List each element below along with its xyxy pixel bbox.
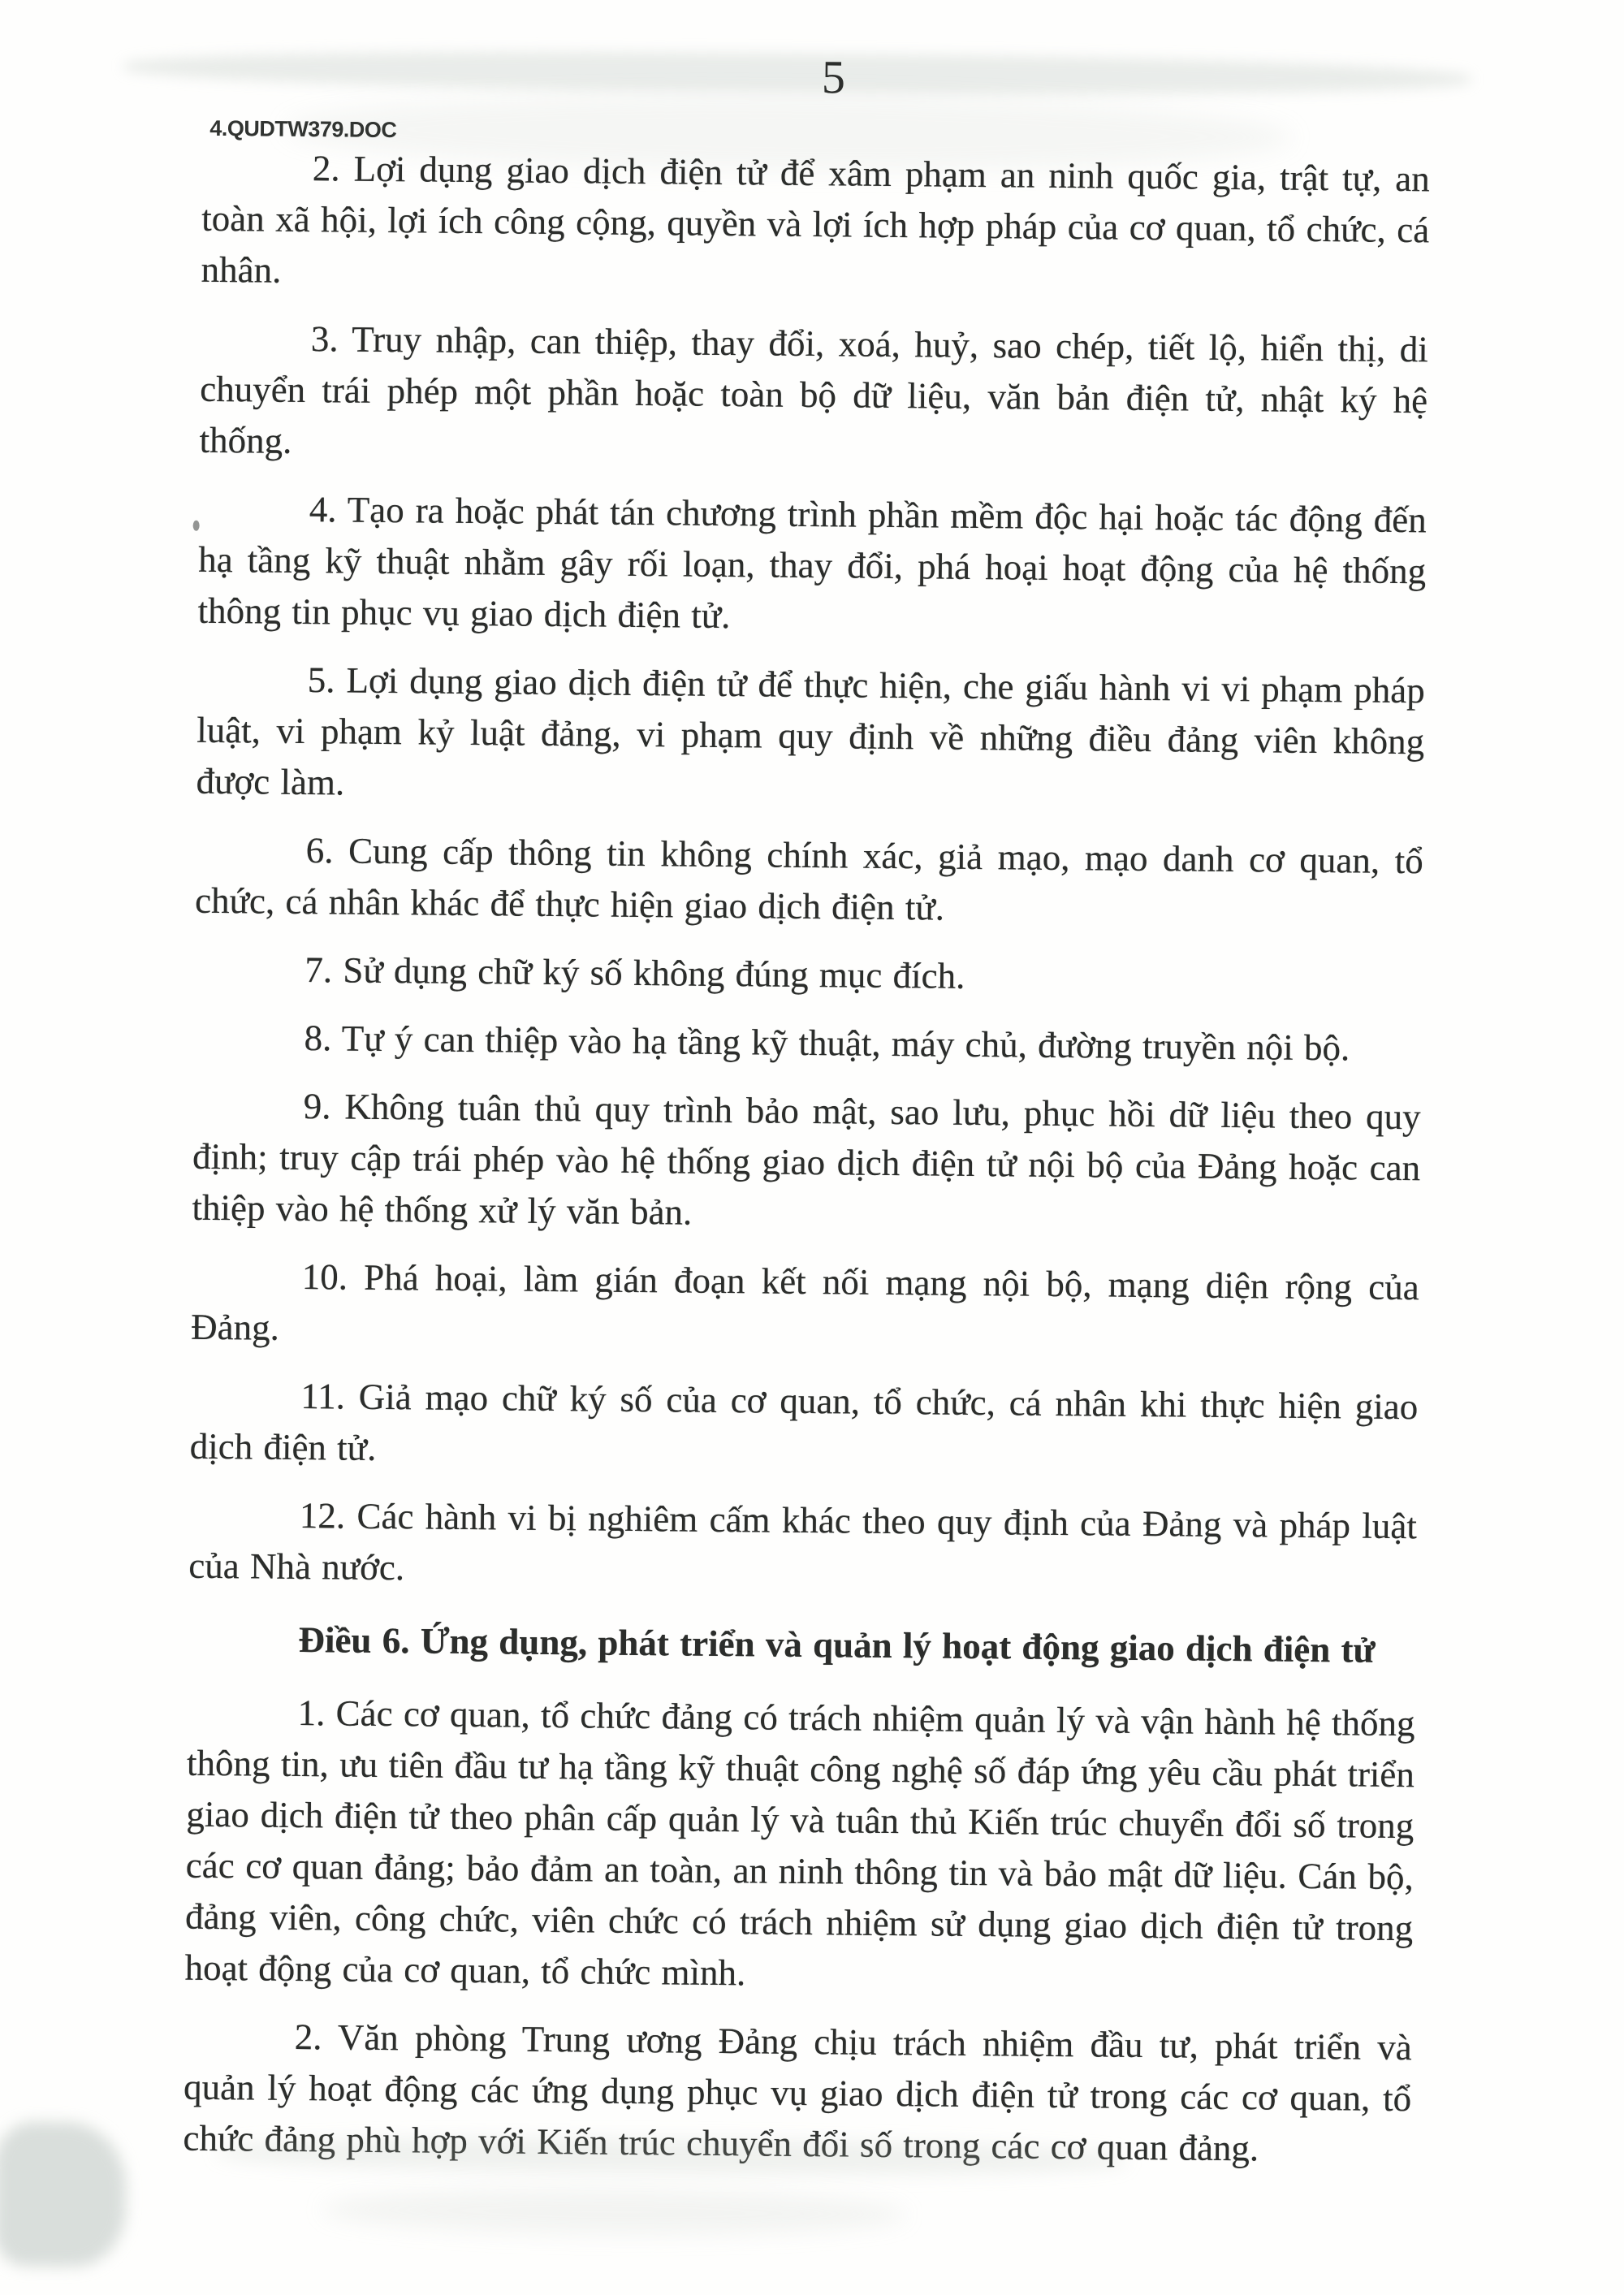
clause-paragraph: 9. Không tuân thủ quy trình bảo mật, sao lưu, phục hồi dữ liệu theo quy định; truy cập trái phép vào hệ thống giao dịch điện tử nội bộ của Đảng hoặc can thiệp vào hệ thống xử lý văn bản. [192,1086,1421,1233]
clause-paragraph: 2. Văn phòng Trung ương Đảng chịu trách nhiệm đầu tư, phát triển và quản lý hoạt động các ứng dụng phục vụ giao dịch điện tử trong các cơ quan, tổ chức đảng phù hợp với Kiến trúc chuyển đổi số trong các cơ quan đảng. [183,2016,1412,2169]
article-heading: Điều 6. Ứng dụng, phát triển và quản lý hoạt động giao dịch điện tử [298,1619,1376,1670]
document-body [183,142,1430,2193]
clause-paragraph: 5. Lợi dụng giao dịch điện tử để thực hiện, che giấu hành vi vi phạm pháp luật, vi phạm kỷ luật đảng, vi phạm quy định về những điều đảng viên không được làm. [196,659,1425,803]
bleedthrough-artifact-top [123,47,1471,104]
clause-paragraph: 10. Phá hoại, làm gián đoạn kết nối mạng nội bộ, mạng diện rộng của Đảng. [190,1256,1419,1348]
page-number: 5 [821,50,846,104]
document-filename-label: 4.QUDTW379.DOC [209,115,397,143]
bleedthrough-artifact-bottom-left [0,2121,127,2267]
clause-paragraph: 8. Tự ý can thiệp vào hạ tầng kỹ thuật, máy chủ, đường truyền nội bộ. [304,1018,1350,1069]
clause-paragraph: 12. Các hành vi bị nghiêm cấm khác theo quy định của Đảng và pháp luật của Nhà nước. [188,1495,1418,1588]
clause-paragraph: 2. Lợi dụng giao dịch điện tử để xâm phạm an ninh quốc gia, trật tự, an toàn xã hội, lợi ích công cộng, quyền và lợi ích hợp pháp của cơ quan, tổ chức, cá nhân. [201,148,1431,291]
clause-paragraph: 4. Tạo ra hoặc phát tán chương trình phần mềm độc hại hoặc tác động đến hạ tầng kỹ thuật nhằm gây rối loạn, thay đổi, phá hoại hoạt động của hệ thống thông tin phục vụ giao dịch điện tử. [197,489,1427,637]
bleedthrough-artifact-bottom-2 [322,2186,907,2237]
clause-paragraph: 7. Sử dụng chữ ký số không đúng mục đích. [304,949,965,996]
clause-paragraph: 6. Cung cấp thông tin không chính xác, giả mạo, mạo danh cơ quan, tổ chức, cá nhân khác để thực hiện giao dịch điện tử. [194,830,1423,928]
clause-paragraph: 1. Các cơ quan, tổ chức đảng có trách nhiệm quản lý và vận hành hệ thống thông tin, ưu tiên đầu tư hạ tầng kỹ thuật công nghệ số đáp ứng yêu cầu phát triển giao dịch điện tử theo phân cấp quản lý và tuân thủ Kiến trúc chuyển đổi số trong các cơ quan đảng; bảo đảm an toàn, an ninh thông tin và bảo mật dữ liệu. Cán bộ, đảng viên, công chức, viên chức có trách nhiệm sử dụng giao dịch điện tử trong hoạt động của cơ quan, tổ chức mình. [184,1692,1415,1994]
clause-paragraph: 3. Truy nhập, can thiệp, thay đổi, xoá, huỷ, sao chép, tiết lộ, hiển thị, di chuyển trái phép một phần hoặc toàn bộ dữ liệu, văn bản điện tử, nhật ký hệ thống. [199,318,1429,461]
clause-paragraph: 11. Giả mạo chữ ký số của cơ quan, tổ chức, cá nhân khi thực hiện giao dịch điện tử. [189,1376,1419,1468]
